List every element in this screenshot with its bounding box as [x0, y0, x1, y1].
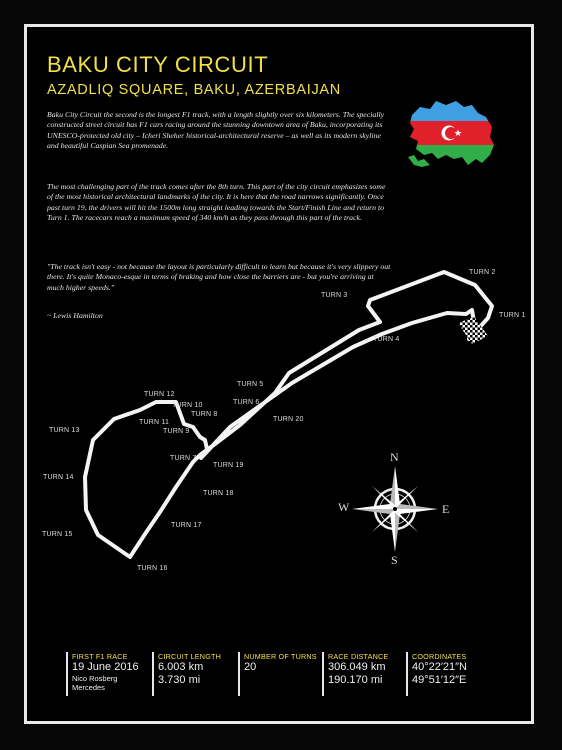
compass-west-label: W: [338, 500, 350, 514]
stat-number-of-turns-value: 20: [244, 661, 257, 673]
challenge-paragraph: The most challenging part of the track comes after the 8th turn. This part of the city circuit emphasizes some of the most historical architectural landmarks of the city. It is here that the road narrows significantly. Once past turn 19, the drivers will hit the 1500m long straight leading towards the Start/Finish Line and return to Turn 1. The racecars reach a maximum speed of 340 km/h as they pass through this part of the track.: [47, 182, 386, 223]
turn-17-label: TURN 17: [171, 522, 202, 529]
turn-11-label: TURN 11: [139, 419, 170, 426]
stat-circuit-length-km: 6.003 km: [158, 661, 204, 673]
stat-circuit-length-mi: 3.730 mi: [158, 673, 201, 686]
stat-coordinates-lon: 49°51′12″E: [412, 673, 467, 686]
turn-15-label: TURN 15: [42, 531, 73, 538]
stat-race-distance-mi: 190.170 mi: [328, 673, 383, 686]
quote-attribution: ~ Lewis Hamilton: [47, 311, 103, 320]
turn-8-label: TURN 8: [191, 411, 218, 418]
turn-9-label: TURN 9: [163, 428, 190, 435]
stat-race-distance-km: 306.049 km: [328, 661, 386, 673]
intro-paragraph: Baku City Circuit the second is the longest F1 track, with a length slightly over six kilometers. The specially constructed street circuit has F1 cars racing around the stunning downtown area of Baku, incorporating its UNESCO-protected old city – Icheri Sheher historical-architectural reserve – as well as its modern skyline and beautiful Caspian Sea promenade.: [47, 110, 385, 151]
stat-first-race-date: 19 June 2016: [72, 661, 139, 673]
stat-coordinates: [406, 652, 504, 696]
turn-2-label: TURN 2: [469, 269, 496, 276]
stat-circuit-length: [152, 652, 236, 696]
track-map: [40, 260, 530, 600]
quote-paragraph: "The track isn't easy - not because the layout is particularly difficult to learn but because it's very slippery out there. It's quite Monaco-esque in terms of braking and how close the barriers are - but you're arriving at much higher speeds.": [47, 262, 391, 292]
stat-first-race-label: FIRST F1 RACE: [72, 652, 128, 661]
turn-12-label: TURN 12: [144, 391, 175, 398]
page-title: BAKU CITY CIRCUIT: [47, 52, 269, 77]
turn-1-label: TURN 1: [499, 312, 526, 319]
stat-coordinates-label: COORDINATES: [412, 652, 467, 661]
stat-number-of-turns-label: NUMBER OF TURNS: [244, 652, 317, 661]
turn-18-label: TURN 18: [203, 490, 234, 497]
stat-first-race: [66, 652, 150, 696]
stat-race-distance: [322, 652, 406, 696]
turn-10-label: TURN 10: [172, 402, 203, 409]
turn-19-label: TURN 19: [213, 462, 244, 469]
stat-coordinates-lat: 40°22′21″N: [412, 661, 468, 673]
stat-first-race-winner: Nico Rosberg: [72, 673, 118, 683]
compass-south-label: S: [391, 553, 398, 567]
turn-13-label: TURN 13: [49, 427, 80, 434]
compass-rose-icon: [338, 450, 452, 570]
turn-7-label: TURN 7: [170, 455, 197, 462]
turn-14-label: TURN 14: [43, 474, 74, 481]
stat-race-distance-label: RACE DISTANCE: [328, 652, 389, 661]
compass-north-label: N: [390, 450, 399, 464]
azerbaijan-flag-map-icon: [406, 97, 498, 169]
turn-4-label: TURN 4: [373, 336, 400, 343]
turn-5-label: TURN 5: [237, 381, 264, 388]
stat-circuit-length-label: CIRCUIT LENGTH: [158, 652, 221, 661]
stat-number-of-turns: [238, 652, 322, 696]
turn-16-label: TURN 16: [137, 565, 168, 572]
turn-20-label: TURN 20: [273, 416, 304, 423]
stats-strip: [66, 652, 506, 696]
turn-3-label: TURN 3: [321, 292, 348, 299]
stat-first-race-team: Mercedes: [72, 682, 105, 692]
turn-6-label: TURN 6: [233, 399, 260, 406]
compass-east-label: E: [442, 502, 450, 516]
page-subtitle: AZADLIQ SQUARE, BAKU, AZERBAIJAN: [47, 82, 341, 98]
